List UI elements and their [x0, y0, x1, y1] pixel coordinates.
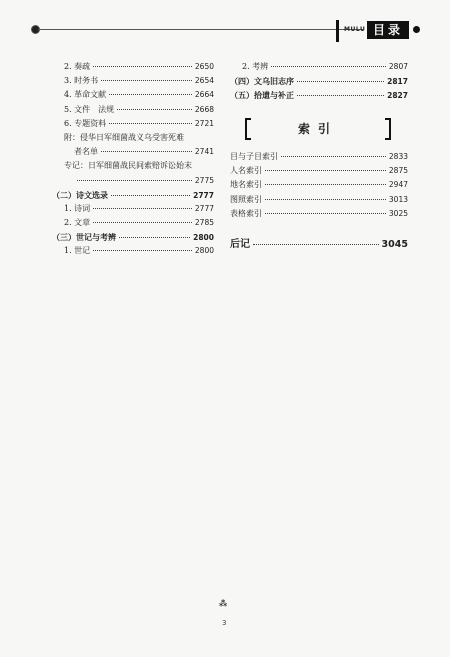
- header-rule: [38, 29, 363, 30]
- toc-page: 2668: [194, 104, 214, 114]
- index-entry[interactable]: [230, 164, 408, 178]
- toc-label: （三）世记与考辨: [52, 232, 116, 243]
- toc-page: 2827: [387, 91, 408, 101]
- leader-dots: [281, 156, 386, 157]
- index-page: 2833: [388, 152, 408, 161]
- leader-dots: [93, 222, 192, 223]
- toc-label: 2. 文章: [64, 218, 91, 228]
- toc-row[interactable]: [52, 174, 214, 188]
- toc-label: 4. 革命文献: [64, 90, 107, 100]
- index-list: [230, 150, 408, 221]
- leader-dots: [265, 199, 386, 200]
- right-bracket-icon: [385, 118, 391, 140]
- leader-dots: [101, 151, 192, 152]
- header-title: 目录: [367, 21, 409, 39]
- toc-page: 2800: [194, 246, 214, 256]
- leader-dots: [101, 80, 192, 81]
- toc-page: 2741: [194, 147, 214, 157]
- toc-row[interactable]: [52, 202, 214, 216]
- leader-dots: [109, 94, 192, 95]
- leader-dots: [265, 170, 386, 171]
- leader-dots: [117, 109, 192, 110]
- leader-dots: [111, 195, 190, 196]
- toc-section-row[interactable]: [52, 230, 214, 244]
- leader-dots: [265, 213, 386, 214]
- toc-row[interactable]: [52, 60, 214, 74]
- toc-page: 2777: [194, 203, 214, 213]
- toc-page: 2654: [194, 76, 214, 86]
- toc-page: 2777: [193, 190, 214, 200]
- toc-section-row[interactable]: [230, 88, 408, 102]
- index-page: 3025: [388, 208, 408, 218]
- header-bar: [336, 20, 339, 42]
- toc-page: 2807: [388, 62, 408, 71]
- leader-dots: [271, 66, 386, 67]
- leader-dots: [77, 180, 192, 181]
- toc-page: 2721: [194, 118, 214, 128]
- toc-label: 3. 时务书: [64, 76, 99, 86]
- toc-label: 1. 世记: [64, 246, 91, 256]
- index-label: 目与子目索引: [230, 152, 278, 161]
- index-heading: 索引: [297, 122, 338, 136]
- leader-dots: [119, 237, 190, 238]
- index-label: 人名索引: [230, 166, 262, 176]
- index-entry[interactable]: [230, 207, 408, 221]
- toc-page: 2664: [194, 90, 214, 100]
- leader-dots: [93, 250, 192, 251]
- postscript-section: [230, 237, 408, 253]
- leader-dots: [93, 208, 192, 209]
- leader-dots: [297, 95, 384, 96]
- toc-label: （五）拾遗与补正: [230, 90, 294, 101]
- leader-dots: [297, 81, 384, 82]
- toc-label: 专记：日军细菌战民间索赔诉讼始末: [64, 161, 192, 171]
- toc-label: 6. 专题资料: [64, 118, 107, 128]
- leader-dots: [109, 123, 192, 124]
- postscript-page: 3045: [381, 239, 408, 250]
- toc-row[interactable]: [52, 88, 214, 102]
- toc-row[interactable]: [52, 117, 214, 131]
- toc-page: 2817: [387, 77, 408, 87]
- toc-row-continued[interactable]: [52, 131, 214, 145]
- index-page: 2875: [388, 166, 408, 176]
- toc-right-column: [230, 60, 408, 103]
- postscript-entry[interactable]: [230, 237, 408, 253]
- toc-row[interactable]: [52, 74, 214, 88]
- toc-row[interactable]: [230, 60, 408, 74]
- toc-label: 2. 考辨: [242, 62, 269, 71]
- index-heading-box: [237, 118, 399, 140]
- leader-dots: [265, 184, 386, 185]
- toc-page: 2785: [194, 218, 214, 228]
- index-label: 表格索引: [230, 208, 262, 218]
- toc-row[interactable]: [52, 103, 214, 117]
- header-end-dot-icon: [413, 26, 420, 33]
- toc-label: （二）诗文选录: [52, 189, 108, 200]
- postscript-label: 后记: [230, 239, 250, 250]
- leader-dots: [253, 244, 379, 245]
- leader-dots: [93, 66, 192, 67]
- index-page: 2947: [388, 180, 408, 190]
- index-label: 地名索引: [230, 180, 262, 190]
- index-entry[interactable]: [230, 193, 408, 207]
- toc-row[interactable]: [52, 244, 214, 258]
- index-entry[interactable]: [230, 150, 408, 164]
- toc-label: 者名单: [74, 147, 98, 157]
- header-subtitle: MULU: [344, 26, 366, 33]
- toc-section-row[interactable]: [52, 188, 214, 202]
- index-label: 图照索引: [230, 194, 262, 204]
- toc-label: 附：侵华日军细菌战义乌受害死难: [64, 132, 184, 142]
- toc-label: 5. 文件 法规: [64, 104, 115, 114]
- toc-label: 1. 诗词: [64, 203, 91, 213]
- toc-row-continued[interactable]: [52, 159, 214, 173]
- toc-page: 2775: [194, 175, 214, 185]
- toc-left-column: [52, 60, 214, 259]
- toc-row[interactable]: [52, 216, 214, 230]
- index-entry[interactable]: [230, 178, 408, 192]
- toc-section-row[interactable]: [230, 74, 408, 88]
- toc-label: 2. 奏疏: [64, 62, 91, 71]
- toc-label: （四）文乌旧志序: [230, 76, 294, 87]
- toc-row[interactable]: [52, 145, 214, 159]
- toc-page: 2800: [193, 233, 214, 243]
- page-number: 3: [222, 619, 227, 627]
- toc-page: 2650: [194, 62, 214, 71]
- footer-ornament-icon: ⁂: [219, 598, 228, 608]
- index-page: 3013: [388, 194, 408, 204]
